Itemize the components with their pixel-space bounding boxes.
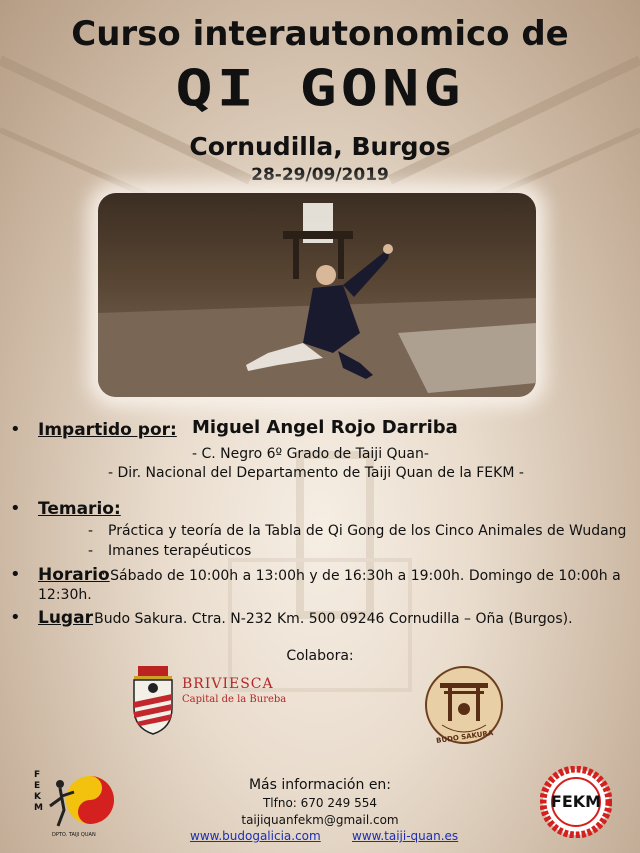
horario-text-2: 12:30h.	[38, 587, 92, 603]
event-location: Cornudilla, Burgos	[189, 132, 451, 161]
fekm-logo-text: FEKM	[550, 792, 602, 811]
briviesca-subtitle: Capital de la Bureba	[182, 694, 287, 705]
budo-sakura-logo-text: BUDO SAKURA	[435, 729, 494, 745]
contact-phone: Tlfno: 670 249 554	[262, 796, 378, 810]
link-budogalicia[interactable]: www.budogalicia.com	[190, 829, 321, 843]
lugar-label: Lugar	[38, 608, 93, 628]
temario-item-2: Imanes terapéuticos	[108, 543, 252, 559]
contact-email: taijiquanfekm@gmail.com	[241, 813, 399, 827]
bullet-lugar: •	[10, 607, 21, 628]
title-qi-gong: QI GONG	[175, 59, 465, 118]
temario-dash-1: -	[88, 523, 94, 539]
practitioner-photo	[98, 193, 536, 397]
briviesca-name: BRIVIESCA	[182, 676, 274, 692]
instructor-credential-2: - Dir. Nacional del Departamento de Taiji Quan de la FEKM -	[108, 465, 524, 481]
briviesca-shield-icon	[130, 666, 176, 736]
more-info-label: Más información en:	[248, 777, 392, 793]
temario-dash-2: -	[88, 543, 94, 559]
instructor-name: Miguel Angel Rojo Darriba	[192, 417, 458, 438]
horario-text: : Sábado de 10:00h a 13:00h y de 16:30h a 19:00h. Domingo de 10:00h a	[101, 568, 621, 584]
colabora-label: Colabora:	[286, 648, 354, 664]
fekm-vertical-text: FEKM	[34, 770, 43, 813]
photo-illustration	[98, 193, 536, 397]
lugar-text: : Budo Sakura. Ctra. N-232 Km. 500 09246 Cornudilla – Oña (Burgos).	[85, 611, 573, 627]
event-dates: 28-29/09/2019	[251, 165, 389, 185]
horario-label: Horario	[38, 565, 110, 585]
bullet-impartido: •	[10, 419, 21, 440]
temario-label: Temario:	[38, 499, 121, 519]
impartido-label: Impartido por:	[38, 420, 177, 440]
fekm-dpto-text: DPTO. TAIJI QUAN	[52, 832, 96, 838]
bullet-horario: •	[10, 564, 21, 585]
bullet-temario: •	[10, 498, 21, 519]
link-taiji-quan[interactable]: www.taiji-quan.es	[352, 829, 459, 843]
instructor-credential-1: - C. Negro 6º Grado de Taiji Quan-	[192, 446, 429, 462]
title-line-1: Curso interautonomico de	[71, 14, 569, 54]
temario-item-1: Práctica y teoría de la Tabla de Qi Gong de los Cinco Animales de Wudang	[108, 523, 627, 539]
